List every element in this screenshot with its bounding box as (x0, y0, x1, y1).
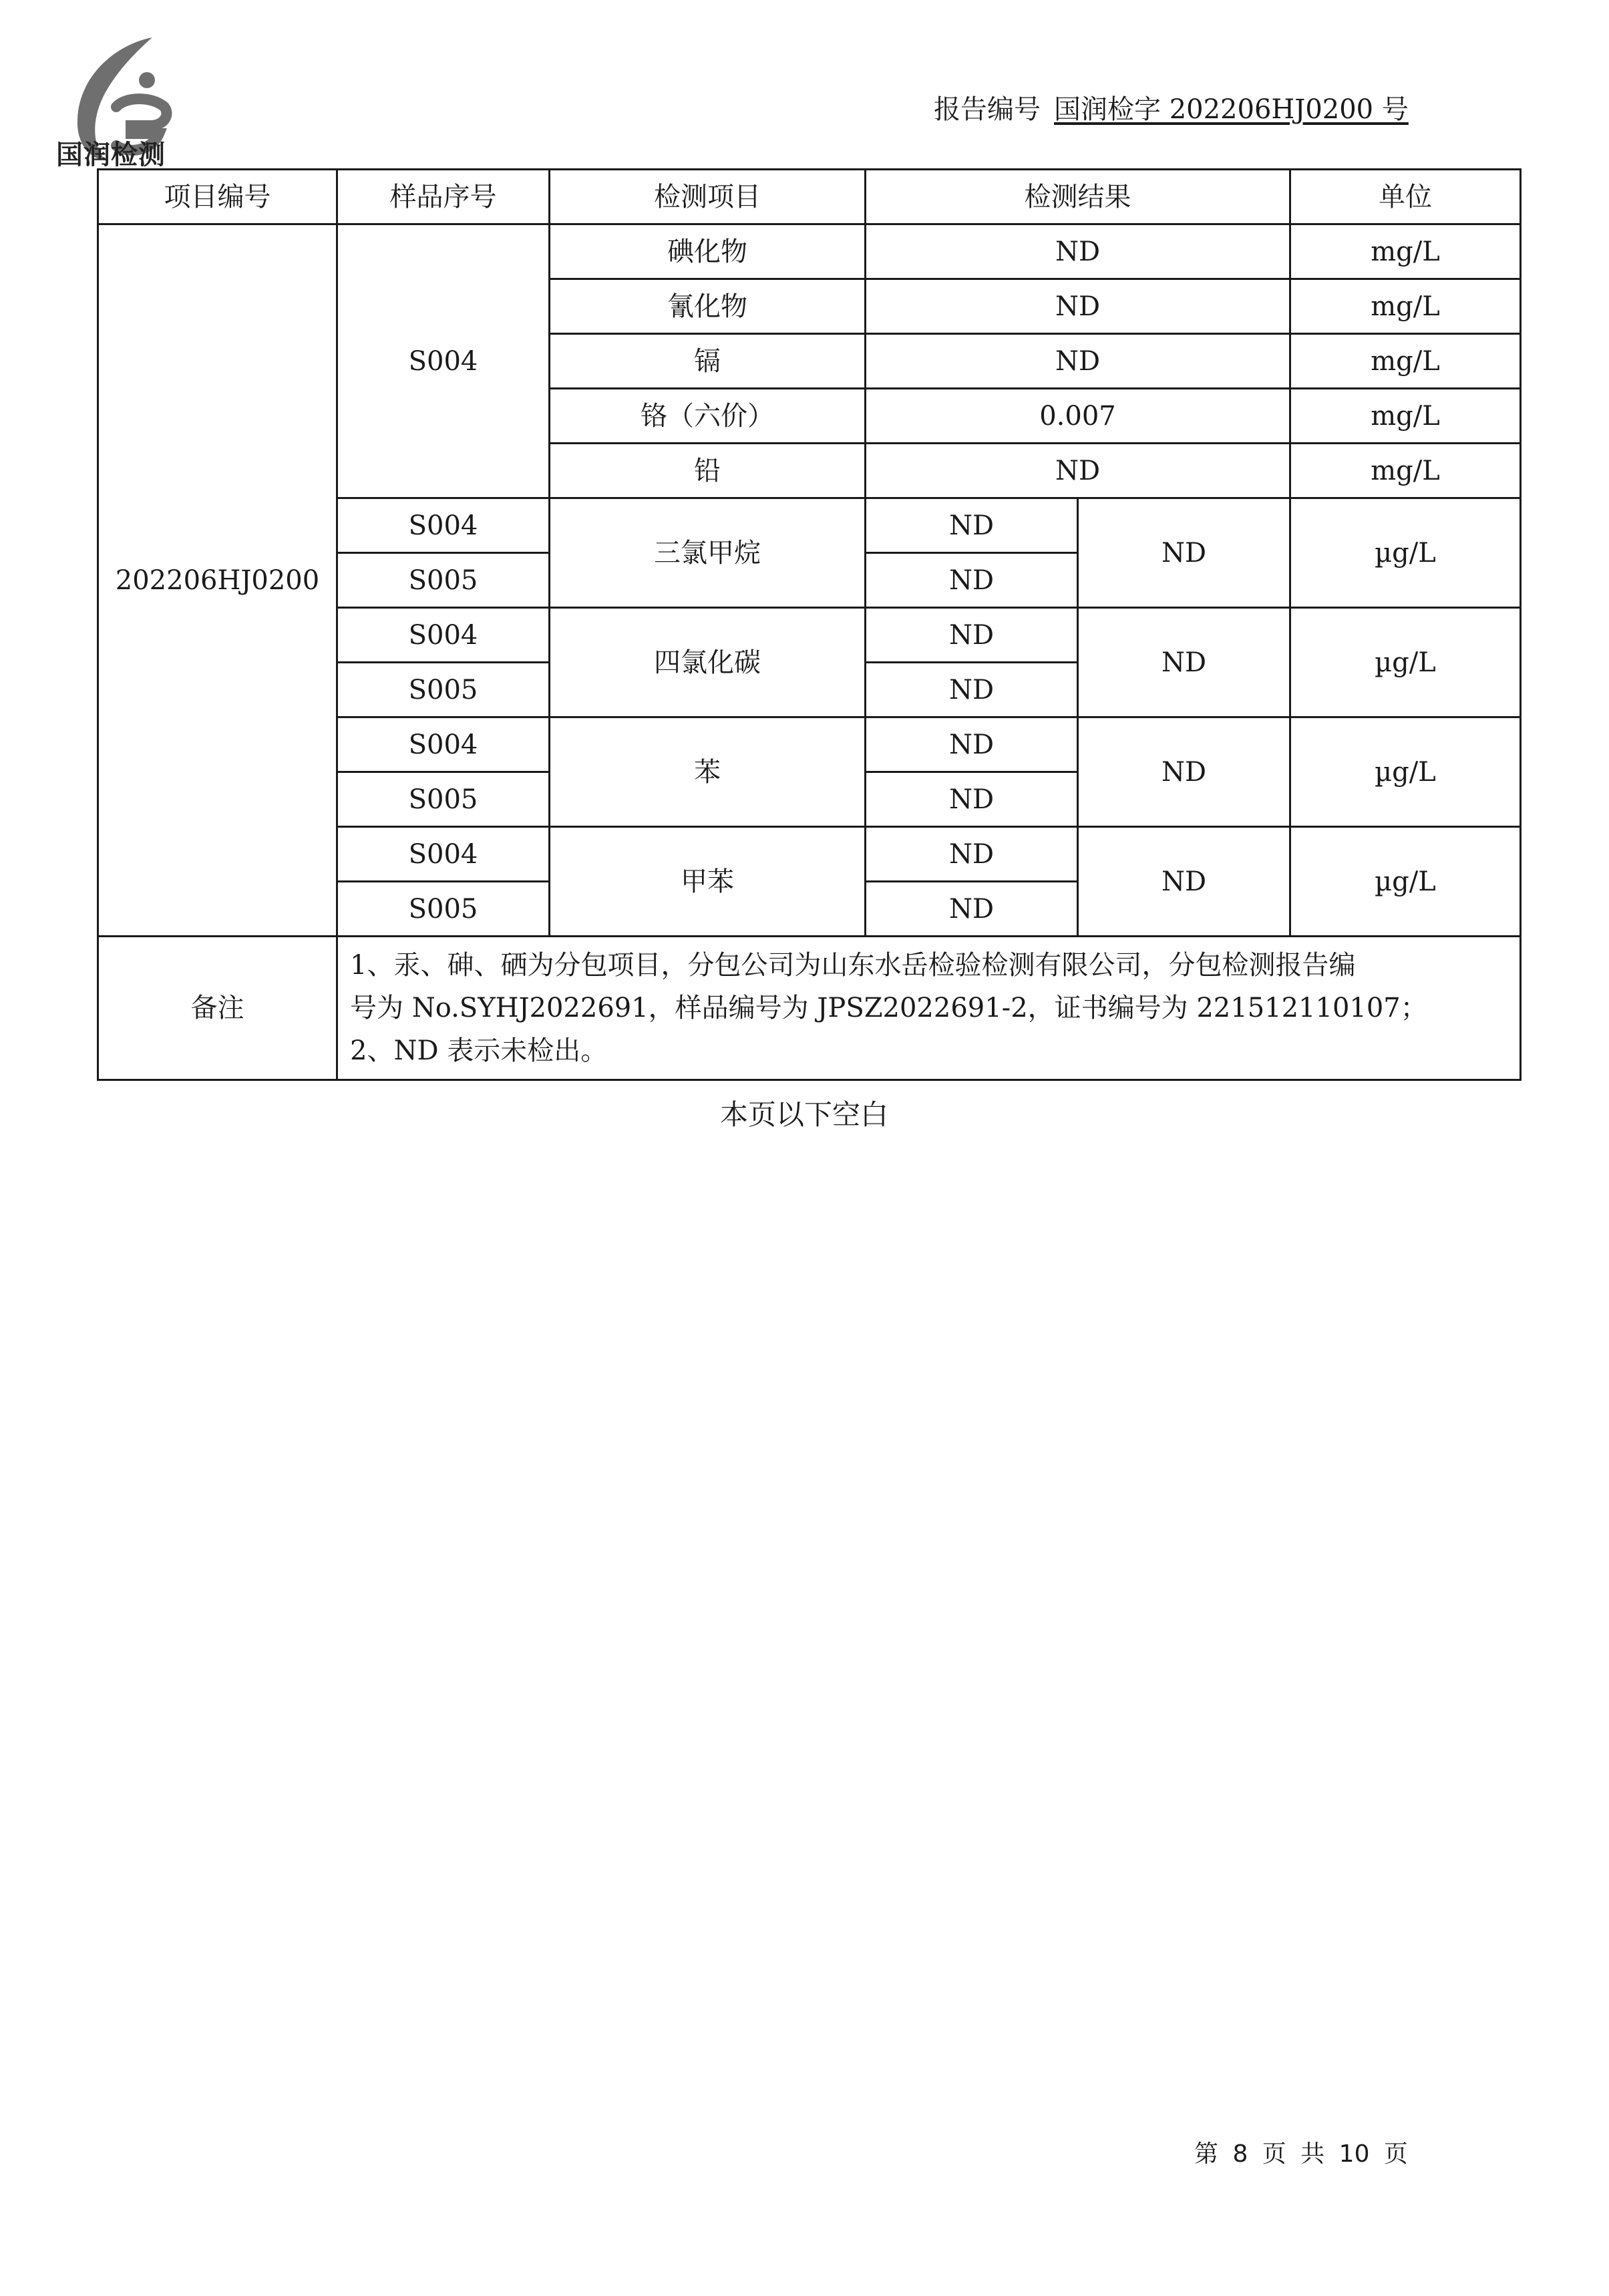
logo-text: 国润检测 (56, 140, 166, 170)
report-number (934, 88, 1409, 126)
sample-cell: S005 (337, 663, 550, 717)
remark-line: 号为 No.SYHJ2022691，样品编号为 JPSZ2022691-2，证书编号为 221512110107； (350, 993, 1427, 1023)
unit-cell: mg/L (1290, 224, 1521, 279)
header-sample-no: 样品序号 (337, 170, 550, 224)
result-cell: 0.007 (866, 389, 1290, 444)
unit-cell: mg/L (1290, 444, 1521, 498)
project-id-cell: 202206HJ0200 (98, 224, 337, 937)
unit-cell: mg/L (1290, 389, 1521, 444)
item-cell: 铬（六价） (550, 389, 866, 444)
remark-line: 1、汞、砷、硒为分包项目，分包公司为山东水岳检验检测有限公司，分包检测报告编 (350, 950, 1356, 981)
header-test-item: 检测项目 (550, 170, 866, 224)
combined-result-cell: ND (1078, 498, 1290, 608)
test-results-table (97, 168, 1522, 1081)
remark-label: 备注 (98, 937, 337, 1080)
blank-below-note: 本页以下空白 (720, 1098, 889, 1131)
table-header-row (98, 170, 1521, 224)
unit-cell: µg/L (1290, 608, 1521, 717)
report-number-value: 国润检字 202206HJ0200 号 (1054, 94, 1409, 125)
unit-cell: mg/L (1290, 279, 1521, 334)
item-cell: 铅 (550, 444, 866, 498)
page-number: 第 8 页 共 10 页 (1194, 2140, 1408, 2168)
unit-cell: mg/L (1290, 334, 1521, 389)
result-cell: ND (866, 553, 1078, 608)
result-cell: ND (866, 444, 1290, 498)
result-cell: ND (866, 224, 1290, 279)
combined-result-cell: ND (1078, 608, 1290, 717)
unit-cell: µg/L (1290, 717, 1521, 827)
result-cell: ND (866, 498, 1078, 553)
item-cell: 甲苯 (550, 827, 866, 937)
table-row (98, 224, 1521, 279)
unit-cell: µg/L (1290, 498, 1521, 608)
result-cell: ND (866, 279, 1290, 334)
header-result: 检测结果 (866, 170, 1290, 224)
result-cell: ND (866, 663, 1078, 717)
result-cell: ND (866, 882, 1078, 937)
item-cell: 碘化物 (550, 224, 866, 279)
result-cell: ND (866, 608, 1078, 663)
item-cell: 四氯化碳 (550, 608, 866, 717)
report-number-label: 报告编号 (934, 94, 1041, 125)
header-project-id: 项目编号 (98, 170, 337, 224)
remark-content (337, 937, 1521, 1080)
unit-cell: µg/L (1290, 827, 1521, 937)
remark-row (98, 937, 1521, 1080)
sample-cell: S005 (337, 882, 550, 937)
result-cell: ND (866, 772, 1078, 827)
sample-cell: S004 (337, 498, 550, 553)
sample-cell: S004 (337, 717, 550, 772)
remark-line: 2、ND 表示未检出。 (350, 1035, 608, 1066)
item-cell: 镉 (550, 334, 866, 389)
sample-cell: S005 (337, 772, 550, 827)
header-unit: 单位 (1290, 170, 1521, 224)
sample-cell: S004 (337, 224, 550, 498)
result-cell: ND (866, 717, 1078, 772)
sample-cell: S004 (337, 608, 550, 663)
item-cell: 三氯甲烷 (550, 498, 866, 608)
sample-cell: S005 (337, 553, 550, 608)
combined-result-cell: ND (1078, 717, 1290, 827)
sample-cell: S004 (337, 827, 550, 882)
combined-result-cell: ND (1078, 827, 1290, 937)
result-cell: ND (866, 827, 1078, 882)
item-cell: 氰化物 (550, 279, 866, 334)
result-cell: ND (866, 334, 1290, 389)
item-cell: 苯 (550, 717, 866, 827)
